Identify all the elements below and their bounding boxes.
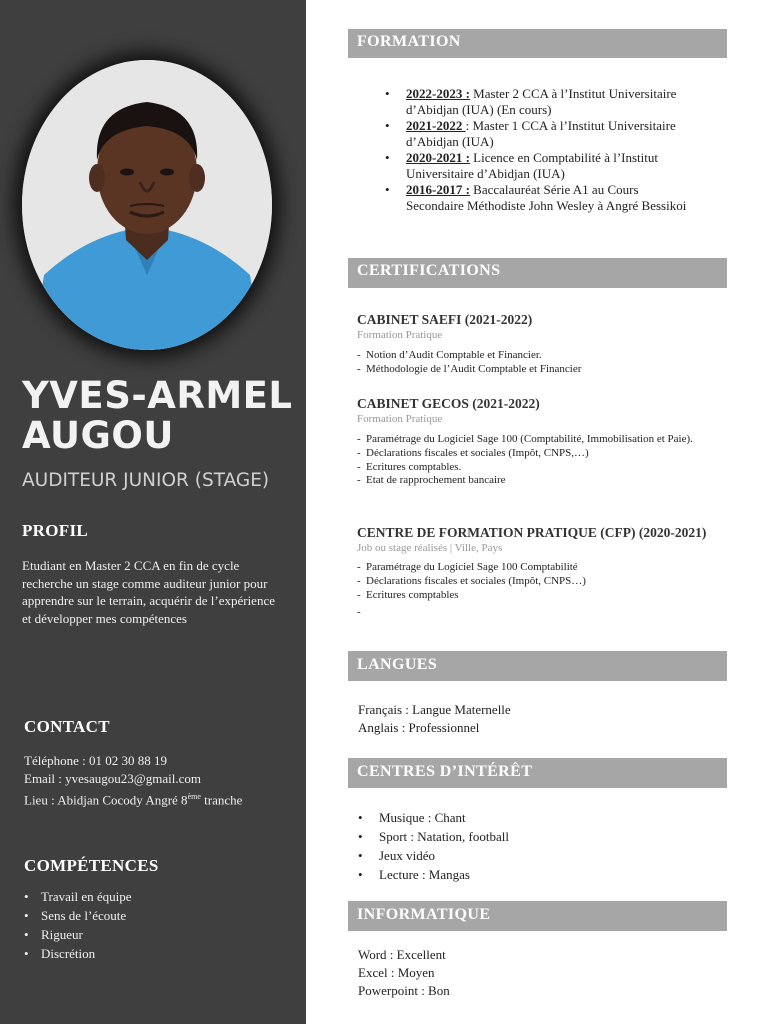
location-prefix: Lieu : Abidjan Cocody Angré 8 xyxy=(24,792,188,808)
certification-block xyxy=(357,396,746,488)
certifications-heading: CERTIFICATIONS xyxy=(348,258,727,288)
competences-list xyxy=(24,887,132,963)
certification-title: CENTRE DE FORMATION PRATIQUE (CFP) (2020-2021) xyxy=(357,525,707,540)
certification-subtitle: Formation Pratique xyxy=(357,329,443,341)
interet-item: • Musique : Chant xyxy=(356,808,656,827)
certification-items xyxy=(357,561,746,620)
certification-title: CABINET SAEFI (2021-2022) xyxy=(357,312,533,327)
langues-heading: LANGUES xyxy=(348,651,727,681)
contact-heading: CONTACT xyxy=(24,717,110,736)
langue-item: Anglais : Professionnel xyxy=(358,720,480,735)
formation-year: 2022-2023 : xyxy=(406,86,470,101)
location-suffix: tranche xyxy=(200,792,243,808)
interet-item: • Sport : Natation, football xyxy=(356,827,656,846)
certification-item: - Déclarations fiscales et sociales (Impôt, CNPS,…) xyxy=(357,447,746,461)
contact-details xyxy=(24,752,242,809)
contact-phone: Téléphone : 01 02 30 88 19 xyxy=(24,753,167,768)
competence-item: • Travail en équipe xyxy=(24,887,132,906)
formation-line1: Master 2 CCA à l’Institut Universitaire xyxy=(469,86,677,101)
formation-line1: Baccalauréat Série A1 au Cours xyxy=(469,182,639,197)
langue-item: Français : Langue Maternelle xyxy=(358,702,511,717)
formation-year: 2016-2017 : xyxy=(406,182,470,197)
name-last: AUGOU xyxy=(22,414,174,457)
certification-item: - Méthodologie de l’Audit Comptable et Financier xyxy=(357,363,746,377)
certification-subtitle: Job ou stage réalisés | Ville, Pays xyxy=(357,542,503,554)
interet-item: • Jeux vidéo xyxy=(356,846,656,865)
competences-heading: COMPÉTENCES xyxy=(24,856,159,875)
contact-email[interactable]: Email : yvesaugou23@gmail.com xyxy=(24,771,201,786)
formation-list xyxy=(383,86,743,214)
formation-item xyxy=(383,182,743,214)
formation-line2: Secondaire Méthodiste John Wesley à Angré Bessikoi xyxy=(406,198,687,213)
certification-items xyxy=(357,433,746,488)
informatique-item: Excel : Moyen xyxy=(358,965,435,980)
informatique-heading: INFORMATIQUE xyxy=(348,901,727,931)
formation-year: 2020-2021 : xyxy=(406,150,470,165)
interet-item: • Lecture : Mangas xyxy=(356,865,656,884)
location-sup: ème xyxy=(187,792,201,801)
certification-item: - Paramétrage du Logiciel Sage 100 Comptabilité xyxy=(357,561,746,575)
profil-heading: PROFIL xyxy=(22,521,89,540)
formation-item xyxy=(383,86,743,118)
competence-item: • Rigueur xyxy=(24,925,132,944)
candidate-name xyxy=(22,376,302,456)
competence-item: • Discrétion xyxy=(24,944,132,963)
certification-item: - Notion d’Audit Comptable et Financier. xyxy=(357,349,746,363)
certification-block xyxy=(357,312,746,377)
certification-item: - Ecritures comptables. xyxy=(357,461,746,475)
certification-subtitle: Formation Pratique xyxy=(357,413,443,425)
formation-year: 2021-2022 xyxy=(406,118,466,133)
interets-list xyxy=(356,808,656,884)
formation-line1: Licence en Comptabilité à l’Institut xyxy=(469,150,659,165)
job-title: AUDITEUR JUNIOR (STAGE) xyxy=(22,470,270,491)
name-first: YVES-ARMEL xyxy=(22,374,293,417)
langues-list xyxy=(358,701,511,737)
certification-block xyxy=(357,525,746,620)
certification-item: - Ecritures comptables xyxy=(357,589,746,603)
formation-item xyxy=(383,118,743,150)
certification-item: - Paramétrage du Logiciel Sage 100 (Comptabilité, Immobilisation et Paie). xyxy=(357,433,746,447)
profil-text: Etudiant en Master 2 CCA en fin de cycle recherche un stage comme auditeur junior pour apprendre sur le terrain, acquérir de l’expérience et développer mes compétences xyxy=(22,558,275,626)
certification-title: CABINET GECOS (2021-2022) xyxy=(357,396,540,411)
formation-item xyxy=(383,150,743,182)
competence-item: • Sens de l’écoute xyxy=(24,906,132,925)
contact-location xyxy=(24,788,242,809)
certification-items xyxy=(357,349,746,377)
formation-line1: : Master 1 CCA à l’Institut Universitaire xyxy=(465,118,676,133)
certification-item: - Etat de rapprochement bancaire xyxy=(357,474,746,488)
formation-line2: d’Abidjan (IUA) xyxy=(406,134,494,149)
profile-photo xyxy=(22,60,272,350)
informatique-item: Word : Excellent xyxy=(358,947,446,962)
interets-heading: CENTRES D’INTÉRÊT xyxy=(348,758,727,788)
profile-photo-illustration xyxy=(22,60,272,350)
formation-line2: d’Abidjan (IUA) (En cours) xyxy=(406,102,552,117)
formation-line2: Universitaire d’Abidjan (IUA) xyxy=(406,166,565,181)
informatique-item: Powerpoint : Bon xyxy=(358,983,450,998)
certification-item: - Déclarations fiscales et sociales (Impôt, CNPS…) xyxy=(357,575,746,589)
certification-item xyxy=(357,606,746,620)
sidebar xyxy=(0,0,306,1024)
formation-heading: FORMATION xyxy=(348,29,727,58)
informatique-list xyxy=(358,946,450,1000)
